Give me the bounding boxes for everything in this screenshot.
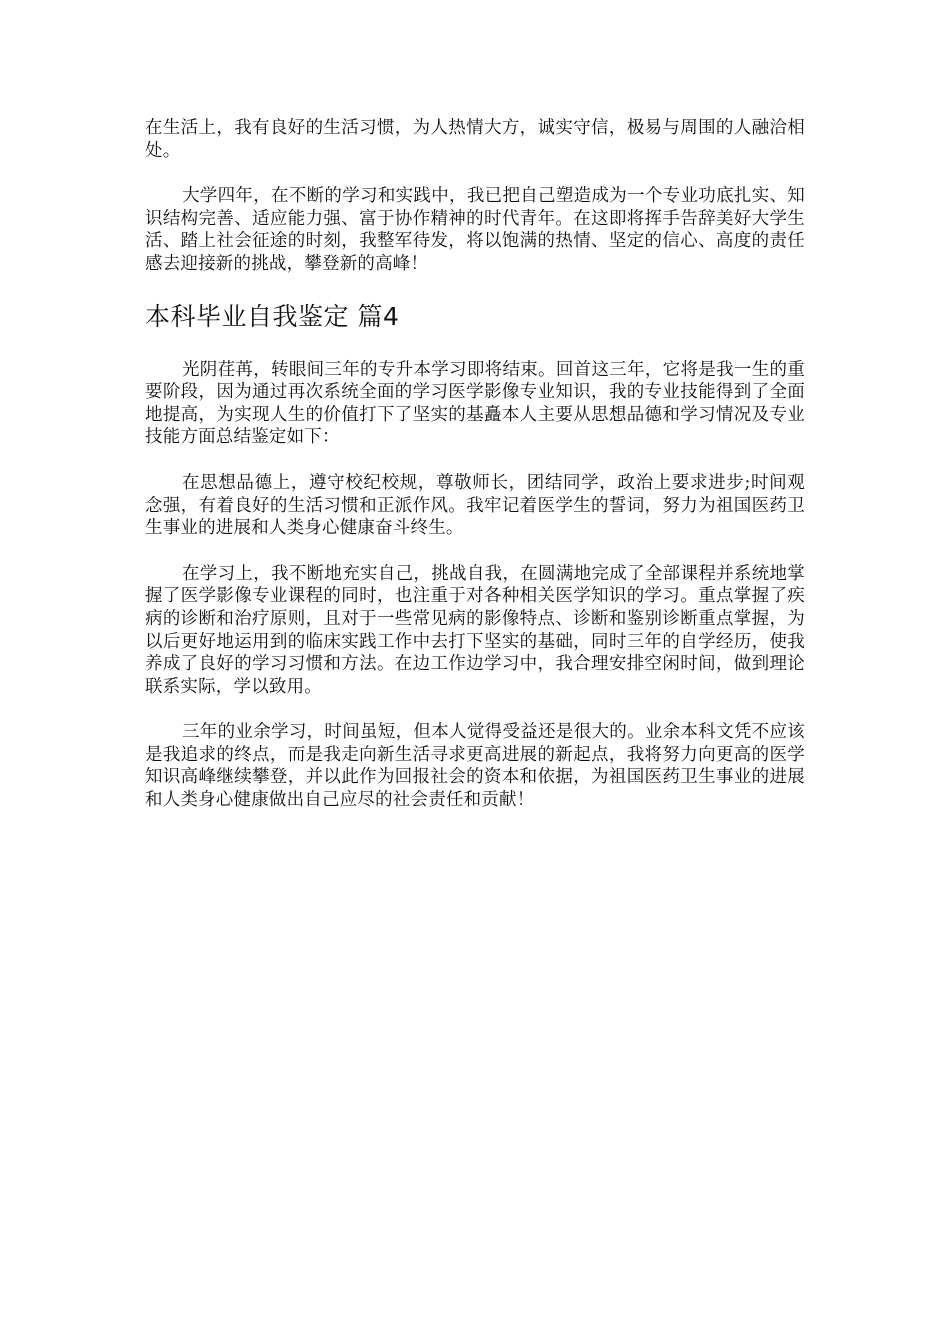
paragraph-gap <box>145 449 805 472</box>
paragraph-gap <box>145 162 805 185</box>
section-heading-block <box>145 276 805 359</box>
document-body <box>145 117 805 812</box>
paragraph-study: 在学习上，我不断地充实自己，挑战自我，在圆满地完成了全部课程并系统地掌握了医学影像专业课程的同时，也注重于对各种相关医学知识的学习。重点掌握了疾病的诊断和治疗原则，且对于一些常见病的影像特点、诊断和鉴别诊断重点掌握，为以后更好地运用到的临床实践工作中去打下坚实的基础，同时三年的自学经历，使我养成了良好的学习习惯和方法。在边工作边学习中，我合理安排空闲时间，做到理论联系实际，学以致用。 <box>145 563 805 697</box>
paragraph-conclusion: 三年的业余学习，时间虽短，但本人觉得受益还是很大的。业余本科文凭不应该是我追求的终点，而是我走向新生活寻求更高进展的新起点，我将努力向更高的医学知识高峰继续攀登，并以此作为回报社会的资本和依据，为祖国医药卫生事业的进展和人类身心健康做出自己应尽的社会责任和贡献！ <box>145 722 805 811</box>
paragraph-gap <box>145 698 805 721</box>
paragraph-gap <box>145 540 805 563</box>
paragraph-university-summary: 大学四年，在不断的学习和实践中，我已把自己塑造成为一个专业功底扎实、知识结构完善、适应能力强、富于协作精神的时代青年。在这即将挥手告辞美好大学生活、踏上社会征途的时刻，我整军待发，将以饱满的热情、坚定的信心、高度的责任感去迎接新的挑战，攀登新的高峰！ <box>145 186 805 274</box>
paragraph-intro: 光阴荏苒，转眼间三年的专升本学习即将结束。回首这三年，它将是我一生的重要阶段，因为通过再次系统全面的学习医学影像专业知识，我的专业技能得到了全面地提高，为实现人生的价值打下了坚实的基矗本人主要从思想品德和学习情况及专业技能方面总结鉴定如下： <box>145 359 805 448</box>
paragraph-life-habits: 在生活上，我有良好的生活习惯，为人热情大方，诚实守信，极易与周围的人融洽相处。 <box>145 118 805 161</box>
section-heading: 本科毕业自我鉴定 篇4 <box>145 301 400 331</box>
paragraph-moral-character: 在思想品德上，遵守校纪校规，尊敬师长，团结同学，政治上要求进步;时间观念强，有着良好的生活习惯和正派作风。我牢记着医学生的誓词，努力为祖国医药卫生事业的进展和人类身心健康奋斗终生。 <box>145 472 805 539</box>
